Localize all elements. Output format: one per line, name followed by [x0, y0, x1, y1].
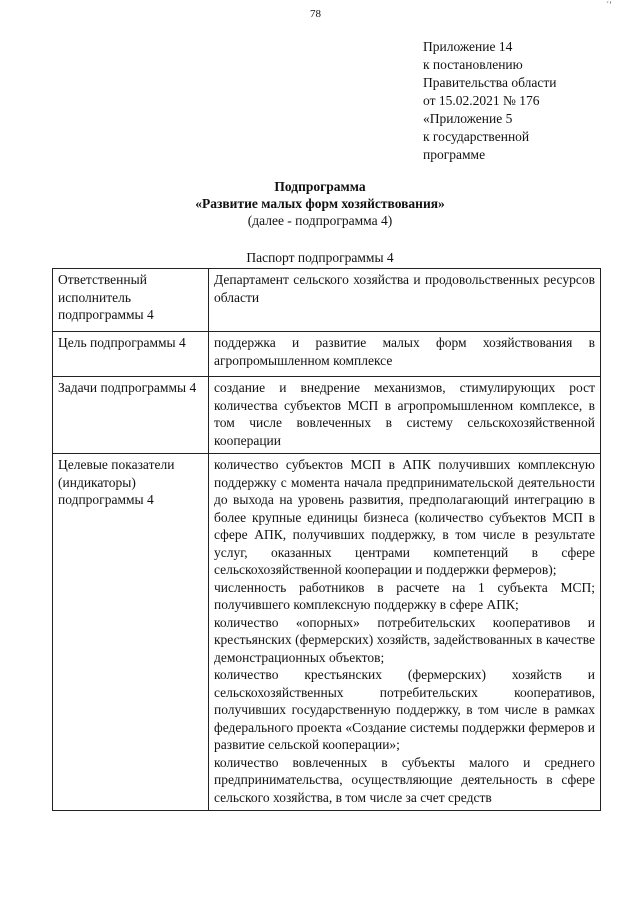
- appendix-line: к постановлению: [423, 57, 523, 72]
- appendix-line: к государственной: [423, 129, 530, 144]
- page-number: 78: [310, 8, 321, 20]
- row-value: поддержка и развитие малых форм хозяйствования в агропромышленном комплексе: [209, 332, 601, 377]
- appendix-line: от 15.02.2021 № 176: [423, 93, 540, 108]
- row-value: [209, 454, 601, 811]
- row-label: Ответственный исполнитель подпрограммы 4: [53, 269, 209, 332]
- appendix-line: «Приложение 5: [423, 111, 513, 126]
- indicator-item: численность работников в расчете на 1 субъекта МСП; получившего комплексную поддержку в сфере АПК;: [214, 579, 595, 612]
- subprogram-heading: [0, 178, 640, 229]
- row-label: Цель подпрограммы 4: [53, 332, 209, 377]
- passport-title: Паспорт подпрограммы 4: [246, 250, 394, 265]
- passport-table: [52, 268, 601, 811]
- table-row: [53, 332, 601, 377]
- appendix-line: Правительства области: [423, 75, 557, 90]
- indicator-item: количество крестьянских (фермерских) хозяйств и сельскохозяйственных потребительских кооперативов, получивших государственную поддержку, в том числе в рамках федерального проекта «Создание системы поддержки фермеров и развитие сельской кооперации»;: [214, 667, 595, 752]
- row-value: создание и внедрение механизмов, стимулирующих рост количества субъектов МСП в агропромышленном комплексе, в том числе вовлеченных в систему сельскохозяйственной кооперации: [209, 377, 601, 454]
- appendix-line: Приложение 14: [423, 39, 513, 54]
- indicator-item: количество «опорных» потребительских кооперативов и крестьянских (фермерских) хозяйств, задействованных в качестве демонстрационных объектов;: [214, 614, 595, 665]
- row-label: Задачи подпрограммы 4: [53, 377, 209, 454]
- heading-line-2: «Развитие малых форм хозяйствования»: [195, 196, 445, 211]
- table-row: [53, 454, 601, 811]
- corner-mark: ´’: [606, 0, 612, 10]
- heading-line-1: Подпрограмма: [274, 179, 366, 194]
- indicator-item: количество субъектов МСП в АПК получивших комплексную поддержку с момента начала предпринимательской деятельности до выхода на уровень развития, предполагающий интеграцию в более крупные единицы бизнеса (количество субъектов МСП в сфере АПК, получивших поддержку, в том числе в результате услуг, оказанных центрами компетенций в сфере сельскохозяйственной кооперации и поддержки фермеров);: [214, 457, 595, 577]
- table-row: [53, 377, 601, 454]
- indicator-item: количество вовлеченных в субъекты малого и среднего предпринимательства, осуществляющие деятельность в сфере сельского хозяйства, в том числе за счет средств: [214, 754, 595, 805]
- appendix-line: программе: [423, 147, 486, 162]
- heading-line-3: (далее - подпрограмма 4): [247, 213, 393, 228]
- row-value: Департамент сельского хозяйства и продовольственных ресурсов области: [209, 269, 601, 332]
- row-label: Целевые показатели (индикаторы) подпрограммы 4: [53, 454, 209, 811]
- appendix-block: [423, 38, 556, 164]
- table-row: [53, 269, 601, 332]
